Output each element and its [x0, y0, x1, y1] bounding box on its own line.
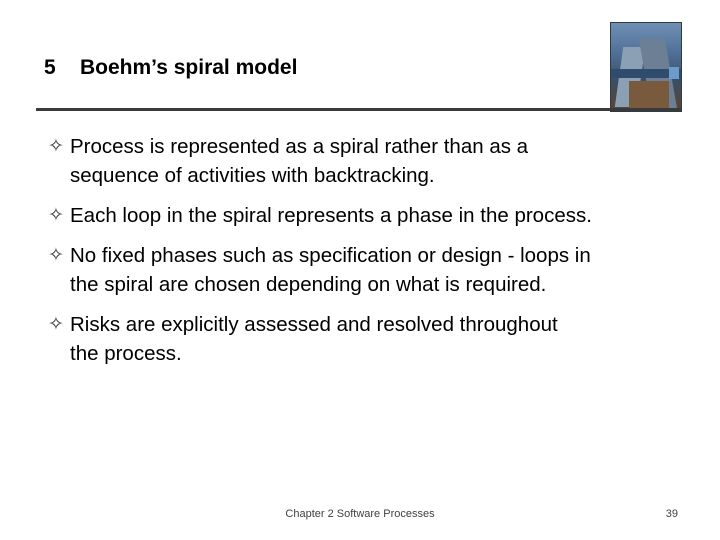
- page-number: 39: [665, 508, 678, 520]
- bullet-text-line: the spiral are chosen depending on what is required.: [70, 273, 547, 296]
- bullet-text-line: Process is represented as a spiral rather than as a: [70, 135, 529, 158]
- bullet-text-line: Each loop in the spiral represents a phase in the process.: [70, 204, 592, 227]
- bullet-item: [48, 310, 698, 368]
- bullet-item: [48, 241, 698, 299]
- bullet-text-line: No fixed phases such as specification or design - loops in: [70, 244, 591, 267]
- bullet-star-icon: ✧: [48, 314, 64, 335]
- slide-title: [44, 56, 297, 80]
- bullet-text-line: the process.: [70, 342, 182, 365]
- bullet-star-icon: ✧: [48, 245, 64, 266]
- slide-title-text: Boehm’s spiral model: [80, 56, 298, 79]
- bullet-star-icon: ✧: [48, 136, 64, 157]
- bullet-item: [48, 132, 698, 190]
- bullet-text-line: sequence of activities with backtracking.: [70, 164, 435, 187]
- cover-building-shape: [629, 81, 669, 111]
- slide-title-number: 5: [44, 56, 56, 79]
- bullet-item: [48, 201, 698, 230]
- bullet-list: [48, 132, 698, 379]
- slide-footer: Chapter 2 Software Processes: [285, 508, 435, 520]
- bullet-text-line: Risks are explicitly assessed and resolved throughout: [70, 313, 558, 336]
- book-cover-image: [610, 22, 682, 112]
- cover-edition-tag: [669, 67, 679, 79]
- title-divider: [36, 108, 682, 111]
- bullet-star-icon: ✧: [48, 205, 64, 226]
